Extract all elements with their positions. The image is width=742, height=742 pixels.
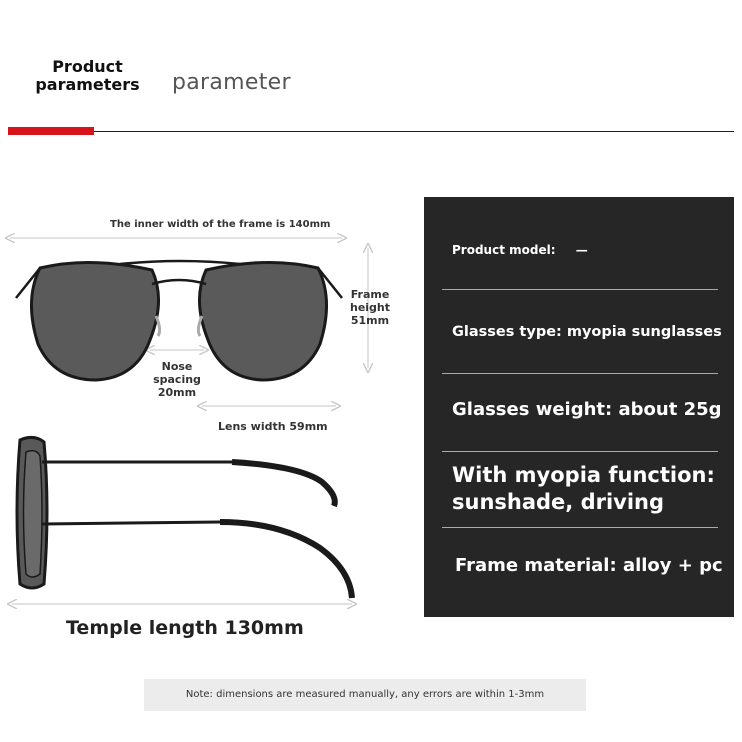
nose-bridge	[152, 280, 206, 284]
upper-temple-tip	[232, 462, 335, 506]
lower-temple-arm	[42, 522, 352, 598]
glasses-weight: Glasses weight: about 25g	[452, 399, 722, 420]
nose-line-1: Nose	[161, 360, 193, 373]
frame-material: Frame material: alloy + pc	[455, 555, 723, 576]
frame-height-line-3: 51mm	[350, 314, 390, 327]
nose-pad-right	[198, 316, 202, 336]
lower-temple-tip	[220, 522, 352, 598]
frame-height-label	[346, 288, 394, 327]
left-lens	[31, 262, 158, 380]
nose-line-3: 20mm	[157, 386, 197, 399]
side-view-glasses	[17, 437, 352, 598]
temple-length-label: Temple length 130mm	[66, 617, 304, 639]
inner-width-label: The inner width of the frame is 140mm	[110, 219, 331, 230]
spec-divider	[442, 527, 718, 528]
spec-divider	[442, 373, 718, 374]
spec-panel	[424, 197, 734, 617]
page-subtitle: parameter	[172, 70, 291, 95]
spec-divider	[442, 289, 718, 290]
right-lens	[199, 262, 326, 380]
title-line-1: Product	[52, 57, 123, 76]
top-bridge	[120, 261, 240, 264]
function-block	[452, 462, 715, 516]
model-value: —	[575, 243, 588, 257]
title-line-2: parameters	[35, 75, 140, 94]
glasses-type: Glasses type: myopia sunglasses	[452, 324, 722, 340]
function-line-1: With myopia function:	[452, 463, 715, 487]
frame-height-line-2: height	[349, 301, 391, 314]
spec-divider	[442, 451, 718, 452]
function-line-2: sunshade, driving	[452, 490, 665, 514]
model-row	[452, 243, 588, 257]
nose-spacing-label	[150, 360, 204, 399]
nose-pad-left	[156, 316, 160, 336]
side-lens-inner	[24, 451, 43, 577]
measurement-note: Note: dimensions are measured manually, any errors are within 1-3mm	[144, 679, 586, 711]
model-label: Product model:	[452, 243, 556, 257]
lens-width-label: Lens width 59mm	[218, 420, 328, 433]
nose-line-2: spacing	[153, 373, 201, 386]
frame-height-line-1: Frame	[350, 288, 390, 301]
